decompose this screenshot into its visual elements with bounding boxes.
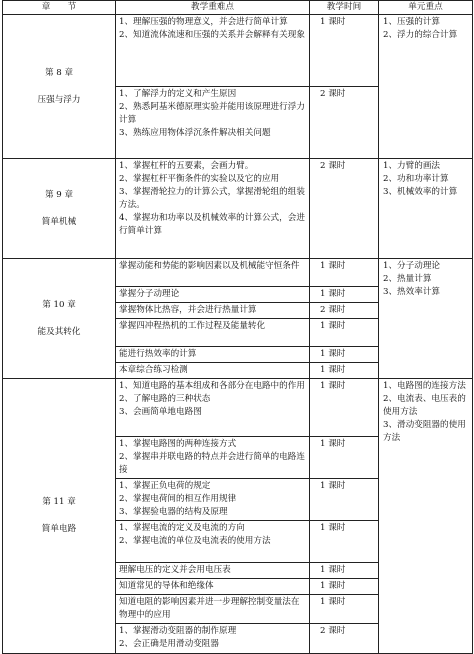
chapter-number: 第 10 章 <box>42 299 76 310</box>
teaching-points-cell <box>116 563 310 579</box>
unit-keypoint: 2、功和功率计算 <box>383 174 449 184</box>
unit-keypoint: 1、压强的计算 <box>383 17 441 27</box>
teaching-point: 能进行热效率的计算 <box>119 349 197 359</box>
teaching-points-cell <box>116 363 310 379</box>
header-content: 教学重难点 <box>116 1 310 15</box>
teaching-point: 1、了解浮力的定义和产生原因 <box>119 89 237 99</box>
chapter-name: 能及其转化 <box>37 326 81 337</box>
teaching-point: 2、了解电路的三种状态 <box>119 394 211 404</box>
hours-cell: 1 课时 <box>310 15 379 87</box>
chapter-number: 第 9 章 <box>44 189 74 200</box>
unit-keypoint: 3、热效率计算 <box>383 287 441 297</box>
unit-keypoint: 2、电流表、电压表的使用方法 <box>383 394 466 417</box>
teaching-point: 掌握分子动理论 <box>119 289 180 299</box>
teaching-points-cell <box>116 579 310 595</box>
hours-cell: 1 课时 <box>310 595 379 624</box>
teaching-point: 3、掌握滑轮拉力的计算公式，掌握滑轮组的组装方法。 <box>119 187 305 210</box>
hours-cell: 1 课时 <box>310 579 379 595</box>
teaching-points-cell <box>116 259 310 287</box>
chapter-cell <box>3 379 116 654</box>
teaching-point: 3、掌握验电器的结构及原理 <box>119 507 228 517</box>
teaching-points-cell <box>116 287 310 303</box>
chapter-number: 第 11 章 <box>42 497 76 507</box>
header-keypoints: 单元重点 <box>379 1 473 15</box>
teaching-point: 2、掌握杠杆平衡条件的实验以及它的应用 <box>119 174 280 184</box>
unit-keypoints-cell <box>379 159 473 259</box>
teaching-point: 掌握四冲程热机的工作过程及能量转化 <box>119 321 266 331</box>
teaching-point: 2、熟悉阿基米德原理实验并能用该原理进行浮力计算 <box>119 102 305 125</box>
teaching-point: 2、掌握电荷间的相互作用规律 <box>119 494 237 504</box>
unit-keypoints-cell <box>379 15 473 159</box>
teaching-points-cell <box>116 479 310 521</box>
table-row <box>3 379 473 437</box>
teaching-point: 4、掌握功和功率以及机械效率的计算公式，会进行简单计算 <box>119 213 305 236</box>
header-chapter: 章 节 <box>3 1 116 15</box>
teaching-point: 1、掌握电流的定义及电流的方向 <box>119 523 245 533</box>
teaching-point: 1、知道电路的基本组成和各部分在电路中的作用 <box>119 381 305 391</box>
unit-keypoint: 1、电路图的连接方法 <box>383 381 466 391</box>
hours-cell: 1 课时 <box>310 347 379 363</box>
teaching-point: 2、会正确是用滑动变阻器 <box>119 639 219 649</box>
teaching-point: 掌握动能和势能的影响因素以及机械能守恒条件 <box>119 261 300 271</box>
teaching-points-cell <box>116 319 310 347</box>
chapter-cell <box>3 259 116 379</box>
teaching-point: 知道电阻的影响因素并进一步理解控制变量法在物理中的应用 <box>119 597 300 620</box>
teaching-point: 2、掌握电流的单位及电流表的使用方法 <box>119 536 271 546</box>
hours-cell: 1 课时 <box>310 319 379 347</box>
unit-keypoint: 1、分子动理论 <box>383 261 441 271</box>
teaching-point: 本章综合练习检测 <box>119 365 188 375</box>
header-hours: 教学时间 <box>310 1 379 15</box>
hours-cell: 2 课时 <box>310 303 379 319</box>
hours-cell: 1 课时 <box>310 437 379 479</box>
teaching-points-cell <box>116 15 310 87</box>
chapter-cell <box>3 159 116 259</box>
teaching-points-cell <box>116 347 310 363</box>
teaching-points-cell <box>116 521 310 563</box>
hours-cell: 2 课时 <box>310 159 379 259</box>
unit-keypoint: 3、机械效率的计算 <box>383 187 458 197</box>
teaching-point: 1、掌握电路图的两种连接方式 <box>119 439 237 449</box>
chapter-name: 简单机械 <box>41 216 77 227</box>
table-row <box>3 259 473 287</box>
table-row <box>3 15 473 87</box>
unit-keypoint: 1、力臂的画法 <box>383 161 441 171</box>
teaching-points-cell <box>116 303 310 319</box>
hours-cell: 1 课时 <box>310 287 379 303</box>
chapter-name: 压强与浮力 <box>37 94 81 105</box>
teaching-points-cell <box>116 159 310 259</box>
teaching-point: 理解电压的定义并会用电压表 <box>119 565 231 575</box>
teaching-points-cell <box>116 624 310 654</box>
lesson-plan-table <box>2 0 473 654</box>
teaching-point: 2、知道流体流速和压强的关系并会解释有关现象 <box>119 30 305 40</box>
teaching-point: 2、掌握串并联电路的特点并会进行简单的电路连接 <box>119 452 305 475</box>
hours-cell: 1 课时 <box>310 479 379 521</box>
teaching-points-cell <box>116 379 310 437</box>
hours-cell: 1 课时 <box>310 363 379 379</box>
teaching-point: 1、理解压强的物理意义，并会进行简单计算 <box>119 17 288 27</box>
hours-cell: 2 课时 <box>310 624 379 654</box>
teaching-points-cell <box>116 595 310 624</box>
teaching-points-cell <box>116 437 310 479</box>
unit-keypoint: 3、滑动变阻器的使用方法 <box>383 420 466 443</box>
unit-keypoint: 2、浮力的综合计算 <box>383 30 458 40</box>
teaching-point: 1、掌握正负电荷的规定 <box>119 481 211 491</box>
hours-cell: 1 课时 <box>310 379 379 437</box>
hours-cell: 1 课时 <box>310 563 379 579</box>
teaching-points-cell <box>116 87 310 159</box>
hours-cell: 2 课时 <box>310 87 379 159</box>
teaching-point: 1、掌握滑动变阻器的制作原理 <box>119 626 237 636</box>
teaching-point: 知道常见的导体和绝缘体 <box>119 581 214 591</box>
teaching-point: 3、熟练应用物体浮沉条件解决相关问题 <box>119 128 271 138</box>
chapter-cell <box>3 15 116 159</box>
chapter-name: 简单电路 <box>41 524 77 534</box>
unit-keypoint: 2、热量计算 <box>383 274 432 284</box>
teaching-point: 3、会画简单地电路图 <box>119 407 202 417</box>
teaching-point: 掌握物体比热容，并会进行热量计算 <box>119 305 257 315</box>
chapter-number: 第 8 章 <box>44 67 74 78</box>
unit-keypoints-cell <box>379 379 473 654</box>
teaching-point: 1、掌握杠杆的五要素，会画力臂。 <box>119 161 254 171</box>
hours-cell: 1 课时 <box>310 521 379 563</box>
table-row <box>3 159 473 259</box>
hours-cell: 1 课时 <box>310 259 379 287</box>
header-row <box>3 1 473 15</box>
unit-keypoints-cell <box>379 259 473 379</box>
